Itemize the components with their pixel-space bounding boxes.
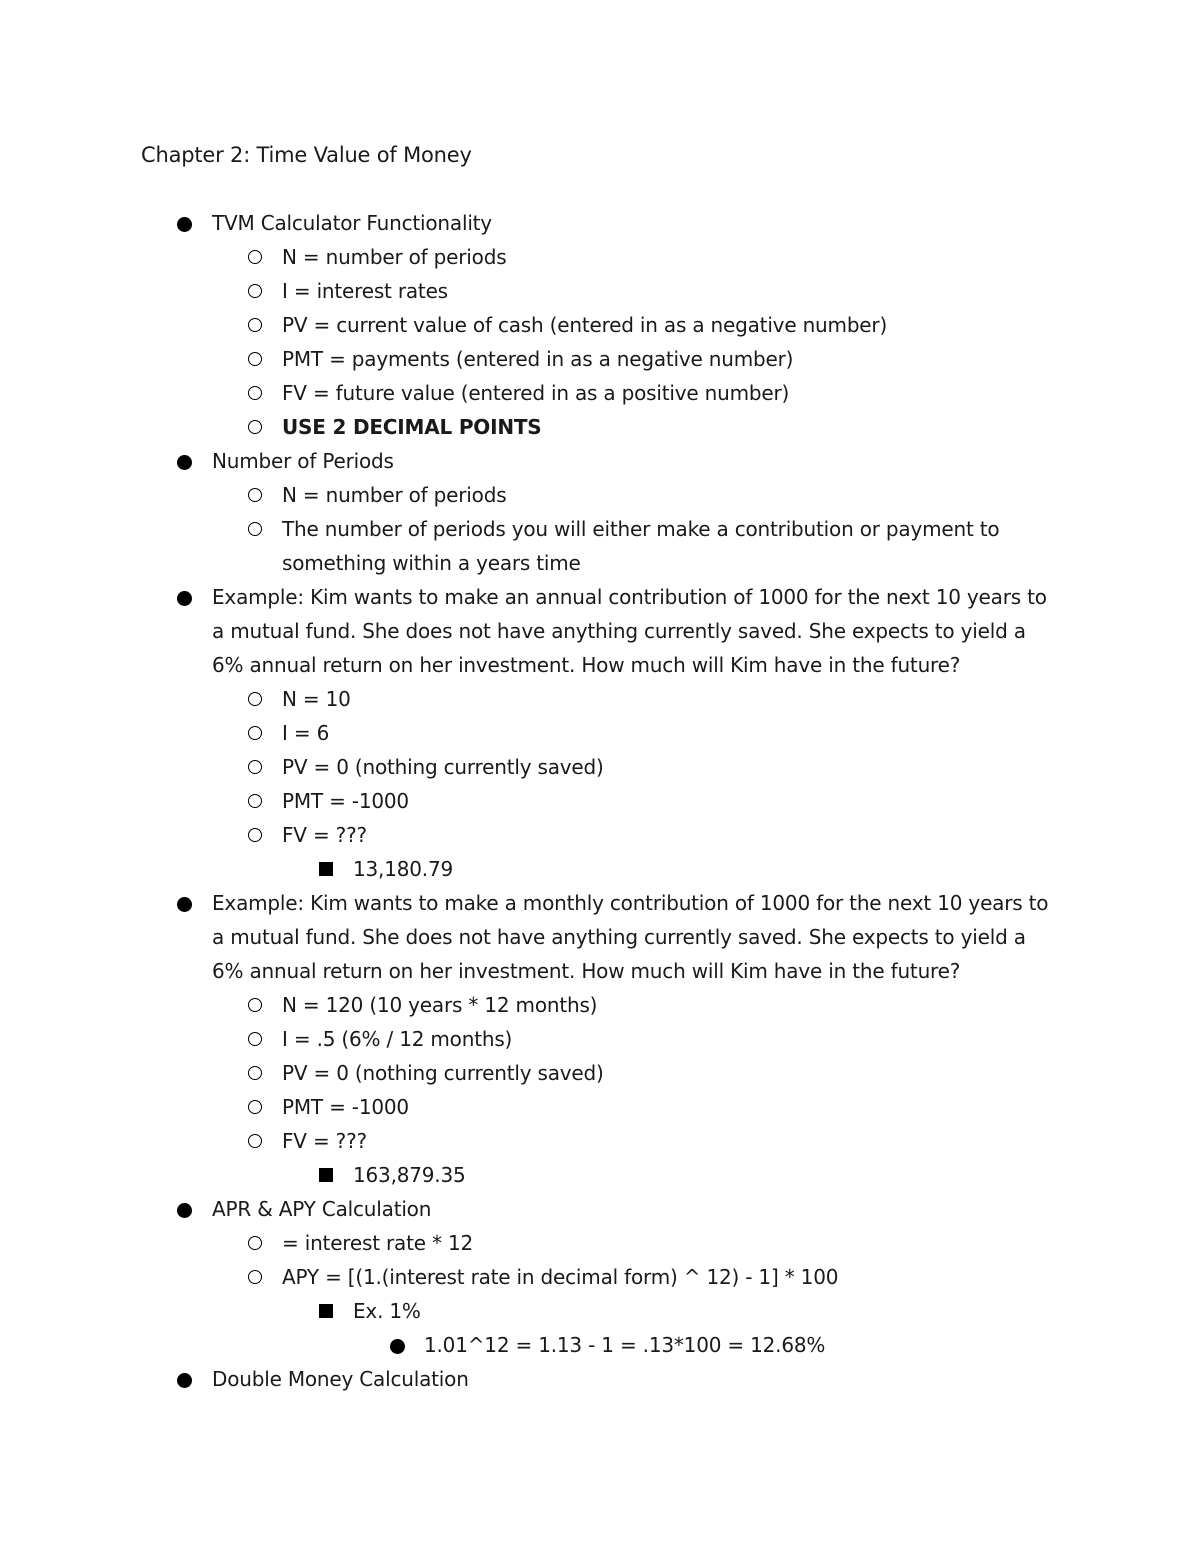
list-item: USE 2 DECIMAL POINTS [0, 410, 1002, 444]
hollow-circle-bullet-icon [248, 794, 262, 808]
list-item: N = 10 [0, 682, 1002, 716]
filled-circle-bullet-icon [177, 591, 192, 606]
list-item: The number of periods you will either make a contribution or payment to something within a years time [0, 512, 1002, 580]
hollow-circle-bullet-icon [248, 760, 262, 774]
list-item: 1.01^12 = 1.13 - 1 = .13*100 = 12.68% [0, 1328, 984, 1362]
list-item: PV = current value of cash (entered in as a negative number) [0, 308, 1002, 342]
list-item: TVM Calculator Functionality [0, 206, 1057, 240]
filled-circle-bullet-icon [177, 1373, 192, 1388]
list-item: PV = 0 (nothing currently saved) [0, 750, 1002, 784]
list-item: APR & APY Calculation [0, 1192, 1057, 1226]
list-item: PV = 0 (nothing currently saved) [0, 1056, 1002, 1090]
filled-circle-bullet-icon [177, 217, 192, 232]
list-item: I = .5 (6% / 12 months) [0, 1022, 1002, 1056]
hollow-circle-bullet-icon [248, 420, 262, 434]
list-item: N = number of periods [0, 240, 1002, 274]
list-item: FV = future value (entered in as a positive number) [0, 376, 1002, 410]
list-item: FV = ??? [0, 1124, 1002, 1158]
list-item: = interest rate * 12 [0, 1226, 1002, 1260]
hollow-circle-bullet-icon [248, 488, 262, 502]
hollow-circle-bullet-icon [248, 726, 262, 740]
list-item: Example: Kim wants to make a monthly contribution of 1000 for the next 10 years to a mutual fund. She does not have anything currently saved. She expects to yield a 6% annual return on her investment. How much will Kim have in the future? [0, 886, 1057, 988]
hollow-circle-bullet-icon [248, 998, 262, 1012]
page-title: Chapter 2: Time Value of Money [141, 143, 472, 167]
list-item: Number of Periods [0, 444, 1057, 478]
list-item: APY = [(1.(interest rate in decimal form) ^ 12) - 1] * 100 [0, 1260, 1002, 1294]
notes-list [0, 206, 1200, 1396]
hollow-circle-bullet-icon [248, 692, 262, 706]
hollow-circle-bullet-icon [248, 1100, 262, 1114]
list-item: 163,879.35 [0, 1158, 993, 1192]
hollow-circle-bullet-icon [248, 828, 262, 842]
hollow-circle-bullet-icon [248, 250, 262, 264]
filled-circle-bullet-icon [177, 897, 192, 912]
list-item: I = 6 [0, 716, 1002, 750]
filled-circle-bullet-icon [177, 455, 192, 470]
list-item: N = number of periods [0, 478, 1002, 512]
hollow-circle-bullet-icon [248, 1236, 262, 1250]
hollow-circle-bullet-icon [248, 1066, 262, 1080]
list-item: Example: Kim wants to make an annual contribution of 1000 for the next 10 years to a mutual fund. She does not have anything currently saved. She expects to yield a 6% annual return on her investment. How much will Kim have in the future? [0, 580, 1057, 682]
list-item: I = interest rates [0, 274, 1002, 308]
hollow-circle-bullet-icon [248, 352, 262, 366]
hollow-circle-bullet-icon [248, 1032, 262, 1046]
filled-square-bullet-icon [319, 1304, 333, 1318]
list-item: 13,180.79 [0, 852, 993, 886]
list-item: FV = ??? [0, 818, 1002, 852]
hollow-circle-bullet-icon [248, 1270, 262, 1284]
filled-square-bullet-icon [319, 862, 333, 876]
hollow-circle-bullet-icon [248, 386, 262, 400]
list-item: Double Money Calculation [0, 1362, 1057, 1396]
filled-circle-bullet-icon [177, 1203, 192, 1218]
hollow-circle-bullet-icon [248, 284, 262, 298]
list-item: N = 120 (10 years * 12 months) [0, 988, 1002, 1022]
filled-circle-bullet-icon [390, 1339, 405, 1354]
list-item: Ex. 1% [0, 1294, 993, 1328]
list-item: PMT = -1000 [0, 1090, 1002, 1124]
hollow-circle-bullet-icon [248, 1134, 262, 1148]
hollow-circle-bullet-icon [248, 522, 262, 536]
filled-square-bullet-icon [319, 1168, 333, 1182]
hollow-circle-bullet-icon [248, 318, 262, 332]
list-item: PMT = -1000 [0, 784, 1002, 818]
list-item: PMT = payments (entered in as a negative number) [0, 342, 1002, 376]
